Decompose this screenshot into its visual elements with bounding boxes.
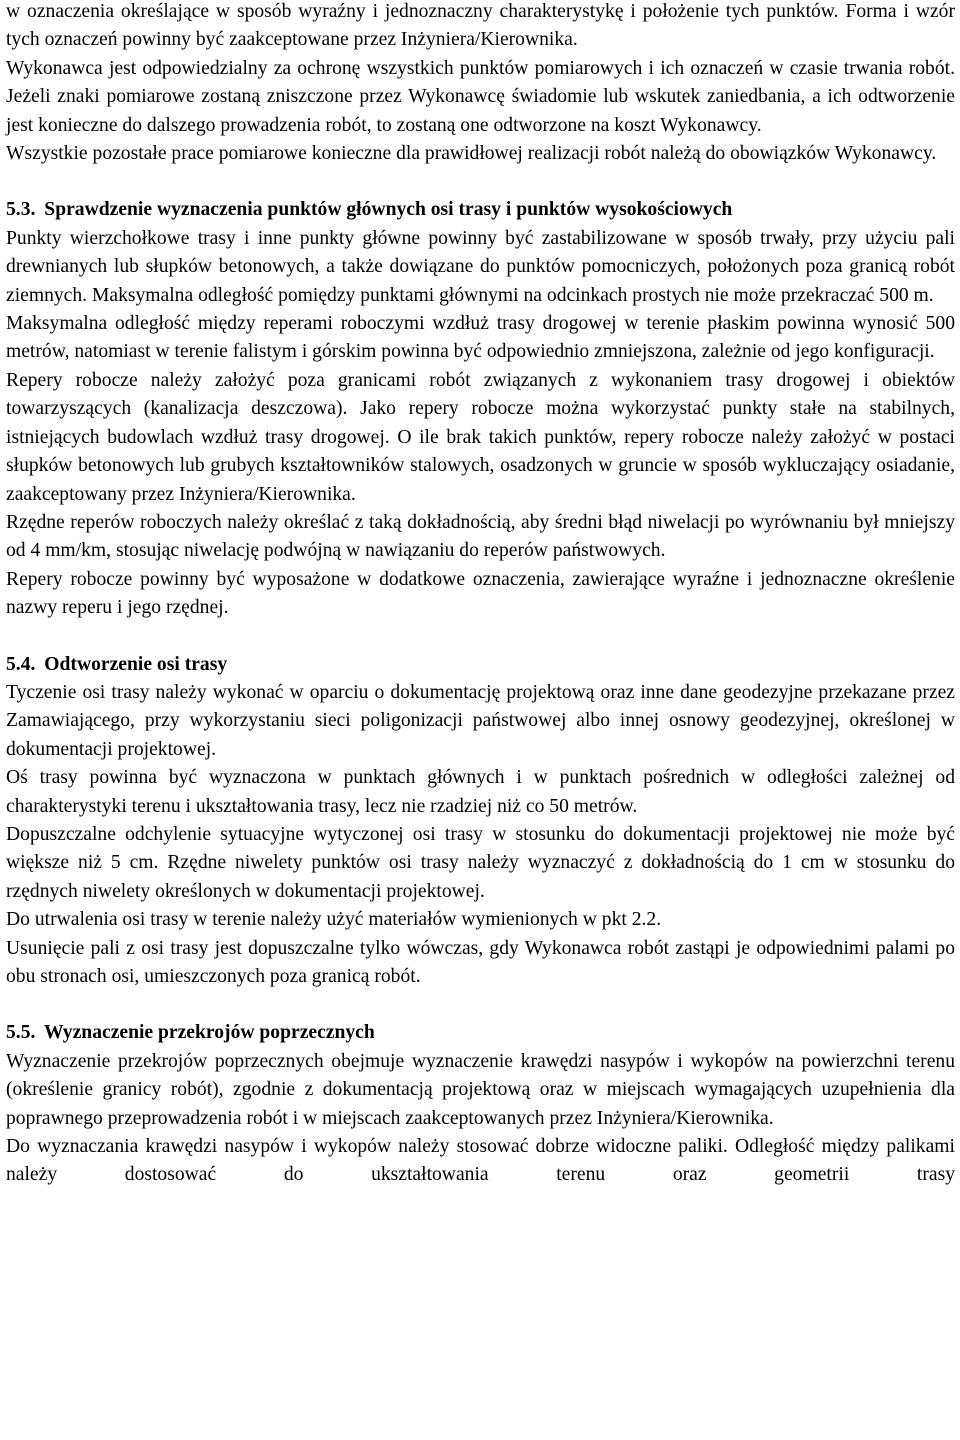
paragraph: Repery robocze powinny być wyposażone w dodatkowe oznaczenia, zawierające wyraźne i jednoznaczne określenie nazwy reperu i jego rzędnej. bbox=[6, 568, 955, 619]
section-heading bbox=[6, 196, 955, 224]
section-number: 5.5. bbox=[6, 1022, 36, 1044]
paragraph: Wyznaczenie przekrojów poprzecznych obejmuje wyznaczenie krawędzi nasypów i wykopów na powierzchni terenu (określenie granicy robót), zgodnie z dokumentacją projektową oraz w miejscach wymagających uzupełnienia dla poprawnego przeprowadzenia robót i w miejscach zaakceptowanych przez Inżyniera/Kierownika. bbox=[6, 1050, 955, 1129]
paragraph: Wszystkie pozostałe prace pomiarowe konieczne dla prawidłowej realizacji robót należą do obowiązków Wykonawcy. bbox=[6, 143, 937, 165]
paragraph: Wykonawca jest odpowiedzialny za ochronę wszystkich punktów pomiarowych i ich oznaczeń w czasie trwania robót. Jeżeli znaki pomiarowe zostaną zniszczone przez Wykonawcę świadomie lub wskutek zaniedbania, a ich odtworzenie jest konieczne do dalszego prowadzenia robót, to zostaną one odtworzone na koszt Wykonawcy. bbox=[6, 57, 955, 136]
paragraph: Usunięcie pali z osi trasy jest dopuszczalne tylko wówczas, gdy Wykonawca robót zastąpi je odpowiednimi palami po obu stronach osi, umieszczonych poza granicą robót. bbox=[6, 937, 955, 987]
document-page bbox=[6, 0, 955, 1190]
paragraph: Dopuszczalne odchylenie sytuacyjne wytyczonej osi trasy w stosunku do dokumentacji projektowej nie może być większe niż 5 cm. Rzędne niwelety punktów osi trasy należy wyznaczyć z dokładnością do 1 cm w stosunku do rzędnych niwelety określonych w dokumentacji projektowej. bbox=[6, 823, 955, 902]
paragraph: Maksymalna odległość między reperami roboczymi wzdłuż trasy drogowej w terenie płaskim powinna wynosić 500 metrów, natomiast w terenie falistym i górskim powinna być odpowiednio zmniejszona, zależnie od jego konfiguracji. bbox=[6, 313, 955, 363]
section-5-4 bbox=[6, 651, 955, 992]
section-number: 5.4. bbox=[6, 653, 36, 675]
paragraph: Punkty wierzchołkowe trasy i inne punkty główne powinny być zastabilizowane w sposób trwały, przy użyciu pali drewnianych lub słupków betonowych, a także dowiązane do punktów pomocniczych, położonych poza granicą robót ziemnych. Maksymalna odległość pomiędzy punktami głównymi na odcinkach prostych nie może przekraczać 500 m. bbox=[6, 227, 955, 306]
paragraph: Rzędne reperów roboczych należy określać z taką dokładnością, aby średni błąd niwelacji po wyrównaniu był mniejszy od 4 mm/km, stosując niwelację podwójną w nawiązaniu do reperów państwowych. bbox=[6, 511, 955, 562]
paragraph: Tyczenie osi trasy należy wykonać w oparciu o dokumentację projektową oraz inne dane geodezyjne przekazane przez Zamawiającego, przy wykorzystaniu sieci poligonizacji państwowej albo innej osnowy geodezyjnej, określonej w dokumentacji projektowej. bbox=[6, 681, 955, 760]
paragraph: Do utrwalenia osi trasy w terenie należy użyć materiałów wymienionych w pkt 2.2. bbox=[6, 909, 662, 931]
paragraph: Do wyznaczania krawędzi nasypów i wykopów należy stosować dobrze widoczne paliki. Odległość między palikami należy dostosować do ukształtowania terenu oraz geometrii trasy bbox=[6, 1136, 955, 1186]
section-number: 5.3. bbox=[6, 199, 36, 221]
section-title: Sprawdzenie wyznaczenia punktów głównych osi trasy i punktów wysokościowych bbox=[44, 199, 733, 221]
paragraph: w oznaczenia określające w sposób wyraźny i jednoznaczny charakterystykę i położenie tych punktów. Forma i wzór tych oznaczeń powinny być zaakceptowane przez Inżyniera/Kierownika. bbox=[6, 1, 955, 51]
section-heading bbox=[6, 651, 955, 679]
section-title: Odtworzenie osi trasy bbox=[44, 653, 228, 675]
section-title: Wyznaczenie przekrojów poprzecznych bbox=[43, 1022, 375, 1044]
section-5-5 bbox=[6, 1019, 955, 1189]
intro-block bbox=[6, 0, 955, 168]
paragraph: Oś trasy powinna być wyznaczona w punktach głównych i w punktach pośrednich w odległości zależnej od charakterystyki terenu i ukształtowania trasy, lecz nie rzadziej niż co 50 metrów. bbox=[6, 767, 955, 817]
section-heading bbox=[6, 1019, 955, 1047]
paragraph: Repery robocze należy założyć poza granicami robót związanych z wykonaniem trasy drogowej i obiektów towarzyszących (kanalizacja deszczowa). Jako repery robocze można wykorzystać punkty stałe na stabilnych, istniejących budowlach wzdłuż trasy drogowej. O ile brak takich punktów, repery robocze należy założyć w postaci słupków betonowych lub grubych kształtowników stalowych, osadzonych w gruncie w sposób wykluczający osiadanie, zaakceptowany przez Inżyniera/Kierownika. bbox=[6, 369, 955, 505]
section-5-3 bbox=[6, 196, 955, 622]
